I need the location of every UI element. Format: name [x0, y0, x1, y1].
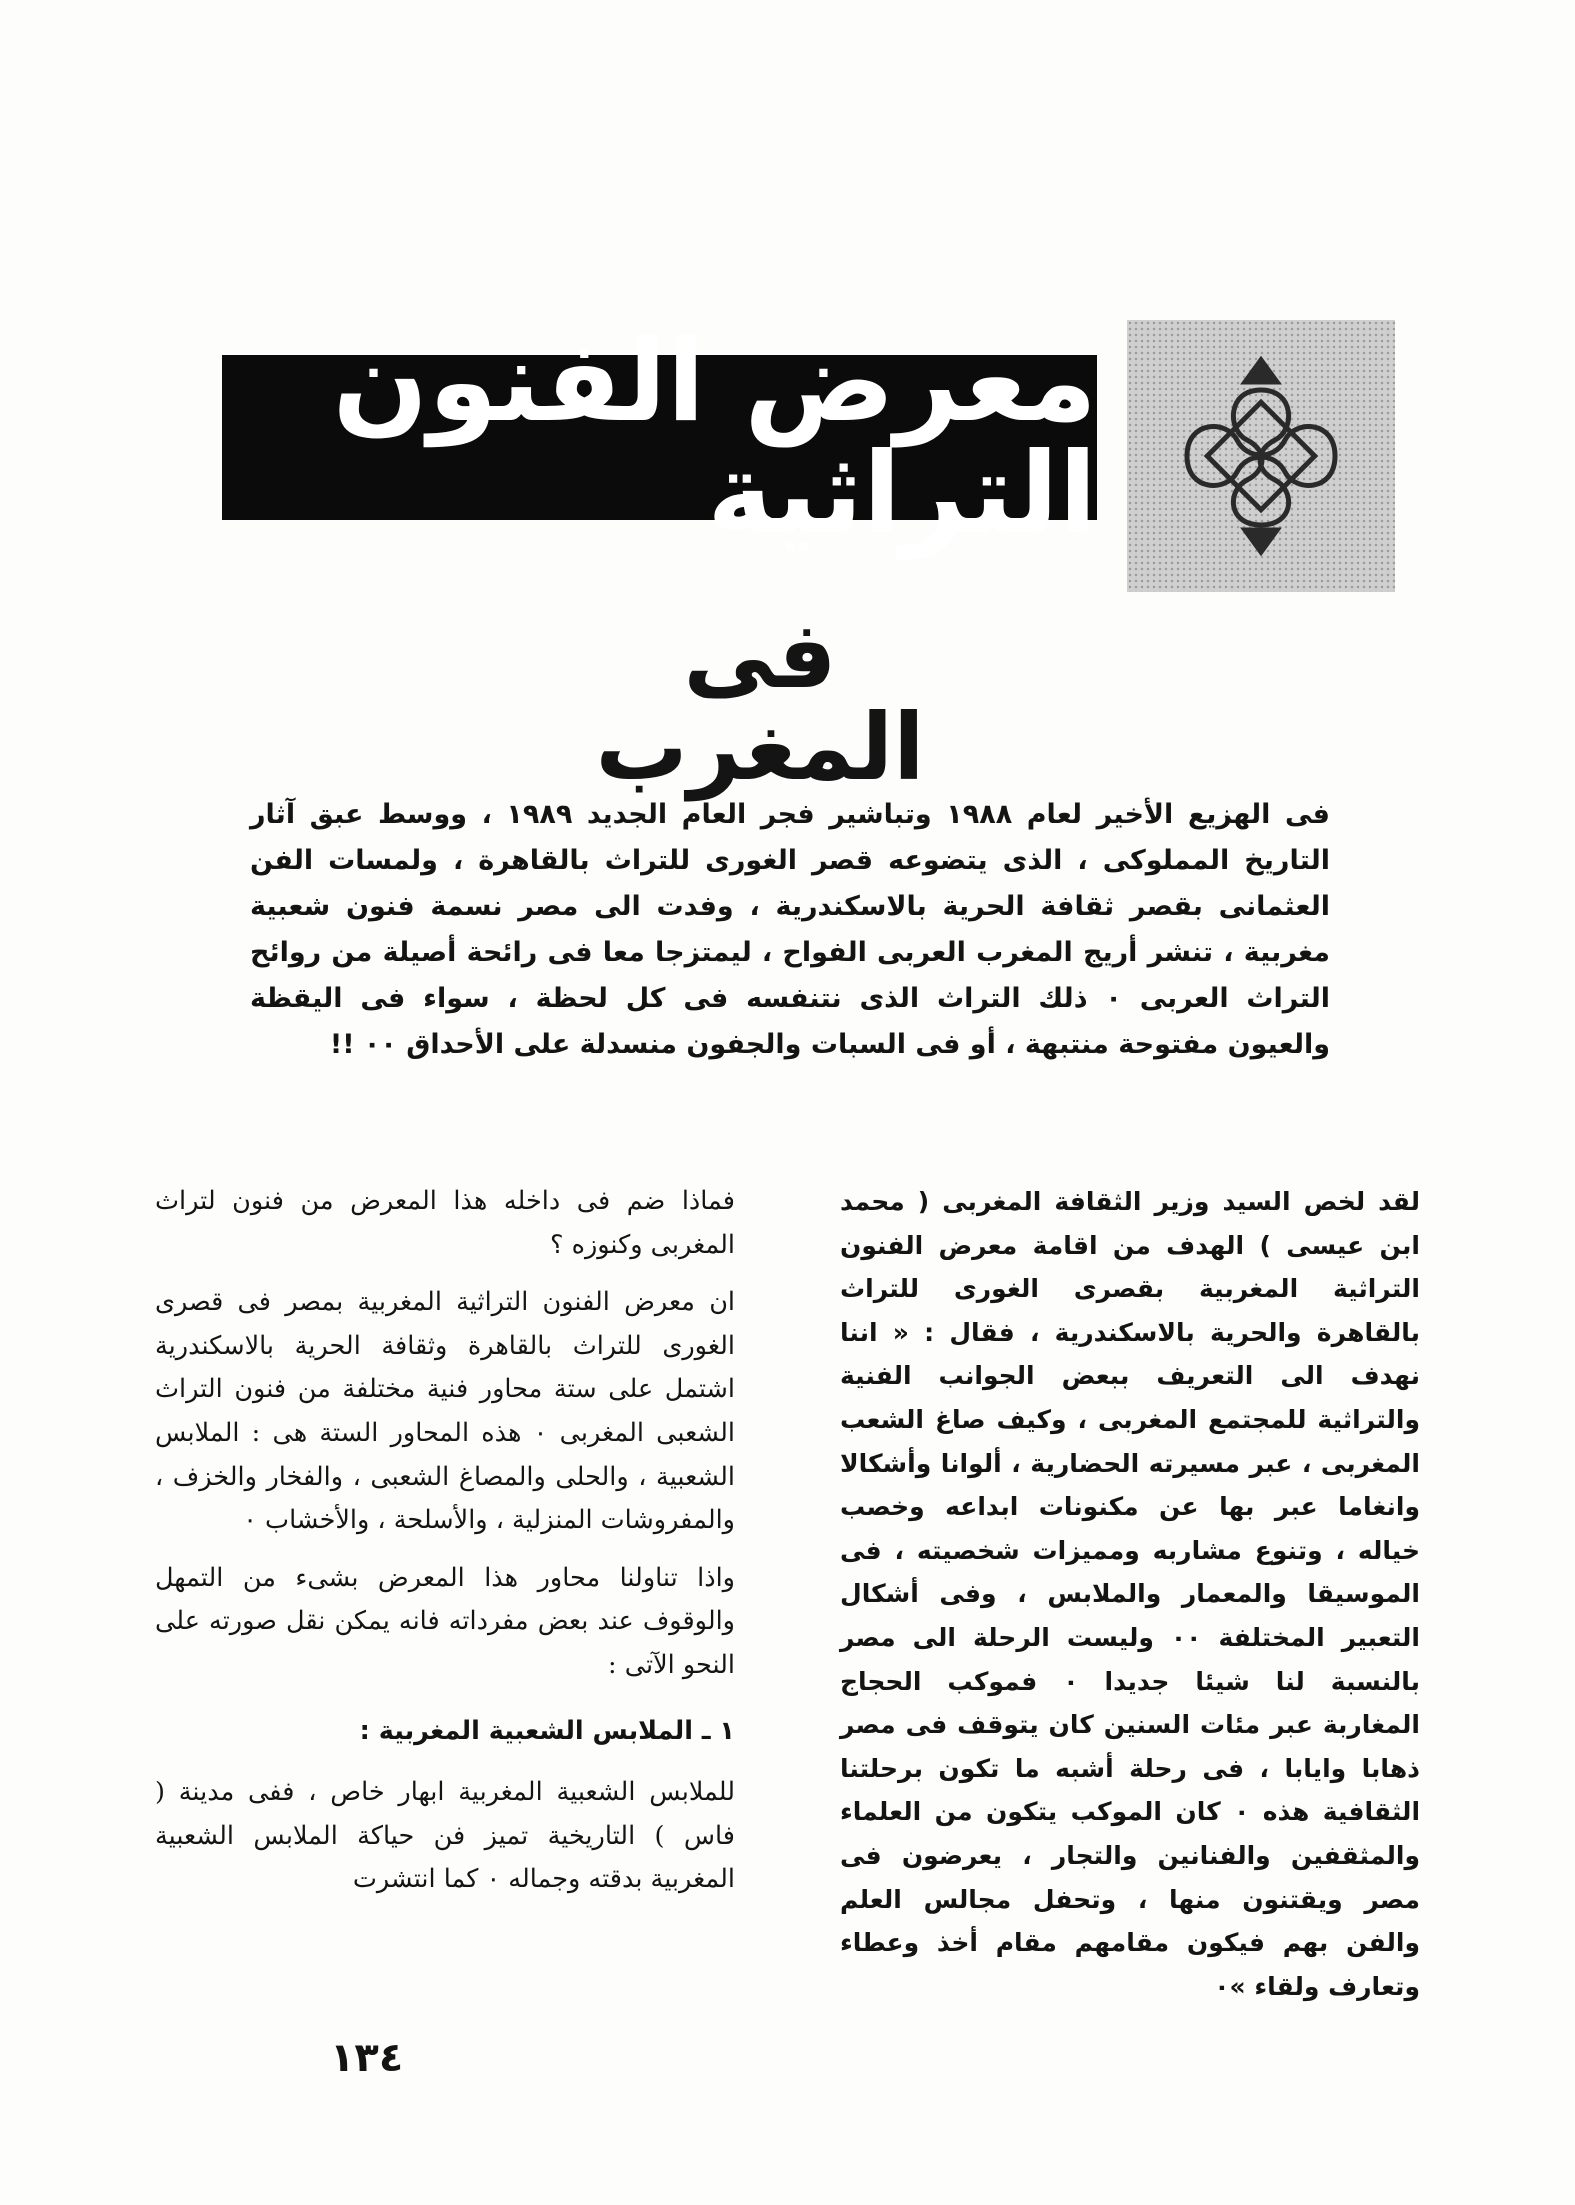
section-heading: ١ ـ الملابس الشعبية المغربية : [359, 1715, 735, 1746]
page-title: معرض الفنون التراثية [222, 355, 1097, 520]
article-column-left [155, 1180, 735, 1916]
approach-paragraph: واذا تناولنا محاور هذا المعرض بشىء من التمهل والوقوف عند بعض مفرداته فانه يمكن نقل صورته على النحو الآتى : [155, 1562, 735, 1680]
arabesque-ornament-icon [1127, 320, 1395, 592]
minister-quote-paragraph: لقد لخص السيد وزير الثقافة المغربى ( محمد ابن عيسى ) الهدف من اقامة معرض الفنون التراثية المغربية بقصرى الغورى للتراث بالقاهرة والحرية بالاسكندرية ، فقال : « اننا نهدف الى التعريف ببعض الجوانب الفنية والتراثية للمجتمع المغربى ، وكيف صاغ الشعب المغربى ، عبر مسيرته الحضارية ، ألوانا وأشكالا وانغاما عبر بها عن مكنونات ابداعه وخصب خياله ، وتنوع مشاربه ومميزات شخصيته ، فى الموسيقا والمعمار والملابس ، وفى أشكال التعبير المختلفة ٠٠ وليست الرحلة الى مصر بالنسبة لنا شيئا جديدا ٠ فموكب الحجاج المغاربة عبر مئات السنين كان يتوقف فى مصر ذهابا وايابا ، فى رحلة أشبه ما تكون برحلتنا الثقافية هذه ٠ كان الموكب يتكون من العلماء والمثقفين والفنانين والتجار ، يعرضون فى مصر ويقتنون منها ، وتحفل مجالس العلم والفن بهم فيكون مقامهم مقام أخذ وعطاء وتعارف ولقاء »٠ [840, 1187, 1421, 2001]
article-column-right [840, 1180, 1420, 2022]
exhibition-axes-paragraph: ان معرض الفنون التراثية المغربية بمصر فى قصرى الغورى للتراث بالقاهرة وثقافة الحرية بالاسكندرية اشتمل على ستة محاور فنية مختلفة من فنون التراث الشعبى المغربى ٠ هذه المحاور الستة هى : الملابس الشعبية ، والحلى والمصاغ الشعبى ، والفخار والخزف ، والمفروشات المنزلية ، والأسلحة ، والأخشاب ٠ [155, 1287, 735, 1536]
intro-text: فى الهزيع الأخير لعام ١٩٨٨ وتباشير فجر العام الجديد ١٩٨٩ ، ووسط عبق آثار التاريخ المملوكى ، الذى يتضوعه قصر الغورى للتراث بالقاهرة ، ولمسات الفن العثمانى بقصر ثقافة الحرية بالاسكندرية ، وفدت الى مصر نسمة فنون شعبية مغربية ، تنشر أريج المغرب العربى الفواح ، ليمتزجا معا فى رائحة أصيلة من روائح التراث العربى ٠ ذلك التراث الذى نتنفسه فى كل لحظة ، سواء فى اليقظة والعيون مفتوحة منتبهة ، أو فى السبات والجفون منسدلة على الأحداق ٠٠ !! [250, 799, 1331, 1060]
ornament-drawing [1127, 320, 1395, 592]
page-number: ١٣٤ [330, 2035, 404, 2081]
clothing-paragraph: للملابس الشعبية المغربية ابهار خاص ، ففى مدينة ( فاس ) التاريخية تميز فن حياكة الملابس الشعبية المغربية بدقته وجماله ٠ كما انتشرت [155, 1777, 735, 1895]
page-subtitle: فى المغرب [595, 602, 925, 801]
intro-paragraph [250, 792, 1330, 1068]
question-paragraph: فماذا ضم فى داخله هذا المعرض من فنون لتراث المغربى وكنوزه ؟ [155, 1186, 735, 1260]
